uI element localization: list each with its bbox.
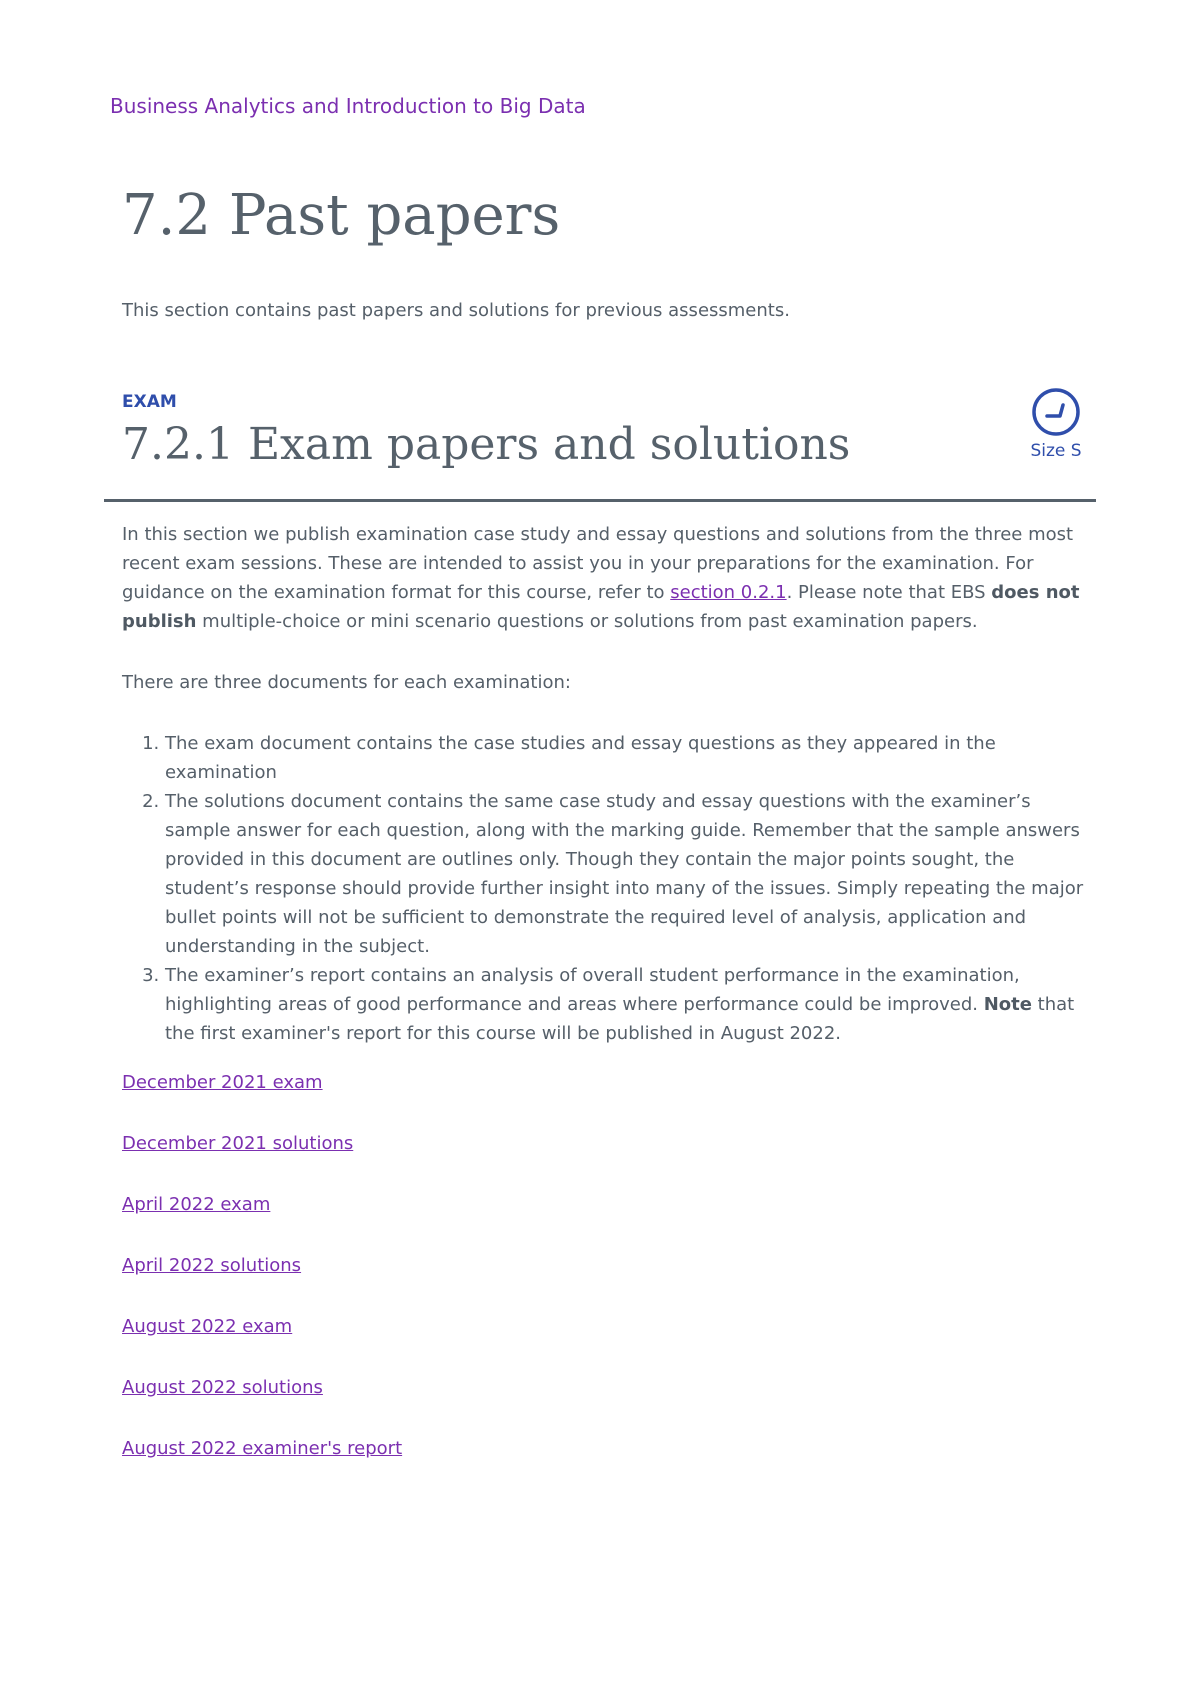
exam-info-paragraph bbox=[122, 520, 1087, 636]
section-category-label: EXAM bbox=[122, 392, 177, 412]
page-intro: This section contains past papers and solutions for previous assessments. bbox=[122, 300, 790, 321]
list-item-examiner-report bbox=[165, 961, 1087, 1048]
page-title: 7.2 Past papers bbox=[122, 183, 561, 248]
past-paper-links bbox=[122, 1068, 1087, 1463]
december-2021-solutions-link[interactable]: December 2021 solutions bbox=[122, 1133, 354, 1154]
list-item-text: The examiner’s report contains an analysis of overall student performance in the examination, highlighting areas of good performance and areas where performance could be improved. bbox=[165, 965, 1020, 1015]
list-item-exam-document: 1. The exam document contains the case studies and essay questions as they appeared in the examination bbox=[165, 729, 1087, 787]
august-2022-solutions-link[interactable]: August 2022 solutions bbox=[122, 1377, 323, 1398]
list-item bbox=[122, 1312, 1087, 1341]
list-item bbox=[122, 1434, 1087, 1463]
section-0-2-1-link[interactable]: section 0.2.1 bbox=[670, 582, 787, 603]
august-2022-exam-link[interactable]: August 2022 exam bbox=[122, 1316, 293, 1337]
list-item bbox=[122, 1373, 1087, 1402]
size-badge bbox=[1016, 387, 1096, 461]
section-body bbox=[122, 520, 1087, 1495]
section-divider bbox=[104, 499, 1096, 502]
emphasis-text: does not publish bbox=[122, 582, 1080, 632]
size-label: Size S bbox=[1030, 441, 1082, 461]
list-item bbox=[122, 1068, 1087, 1097]
august-2022-examiner-report-link[interactable]: August 2022 examiner's report bbox=[122, 1438, 403, 1459]
list-item bbox=[122, 1190, 1087, 1219]
emphasis-text: Note bbox=[983, 994, 1032, 1015]
list-item bbox=[122, 1129, 1087, 1158]
course-title: Business Analytics and Introduction to Big Data bbox=[110, 94, 586, 118]
documents-list bbox=[122, 729, 1087, 1048]
april-2022-exam-link[interactable]: April 2022 exam bbox=[122, 1194, 271, 1215]
december-2021-exam-link[interactable]: December 2021 exam bbox=[122, 1072, 323, 1093]
paragraph-text: In this section we publish examination case study and essay questions and solutions from the three most recent exam sessions. These are intended to assist you in your preparations for the examination. For guidance on the examination format for this course, refer to bbox=[122, 524, 1074, 603]
list-item-text: that the first examiner's report for this course will be published in August 2022. bbox=[165, 994, 1075, 1044]
documents-intro-paragraph: There are three documents for each examination: bbox=[122, 672, 571, 693]
april-2022-solutions-link[interactable]: April 2022 solutions bbox=[122, 1255, 302, 1276]
clock-icon bbox=[1031, 387, 1081, 437]
list-item bbox=[122, 1251, 1087, 1280]
list-item-solutions-document: 2. The solutions document contains the same case study and essay questions with the examiner’s sample answer for each question, along with the marking guide. Remember that the sample answers provided in this document are outlines only. Though they contain the major points sought, the student’s response should provide further insight into many of the issues. Simply repeating the major bullet points will not be sufficient to demonstrate the required level of analysis, application and understanding in the subject. bbox=[165, 787, 1087, 961]
paragraph-text: multiple-choice or mini scenario questions or solutions from past examination papers. bbox=[196, 611, 978, 632]
section-title: 7.2.1 Exam papers and solutions bbox=[122, 419, 851, 470]
paragraph-text: . Please note that EBS bbox=[786, 582, 992, 603]
